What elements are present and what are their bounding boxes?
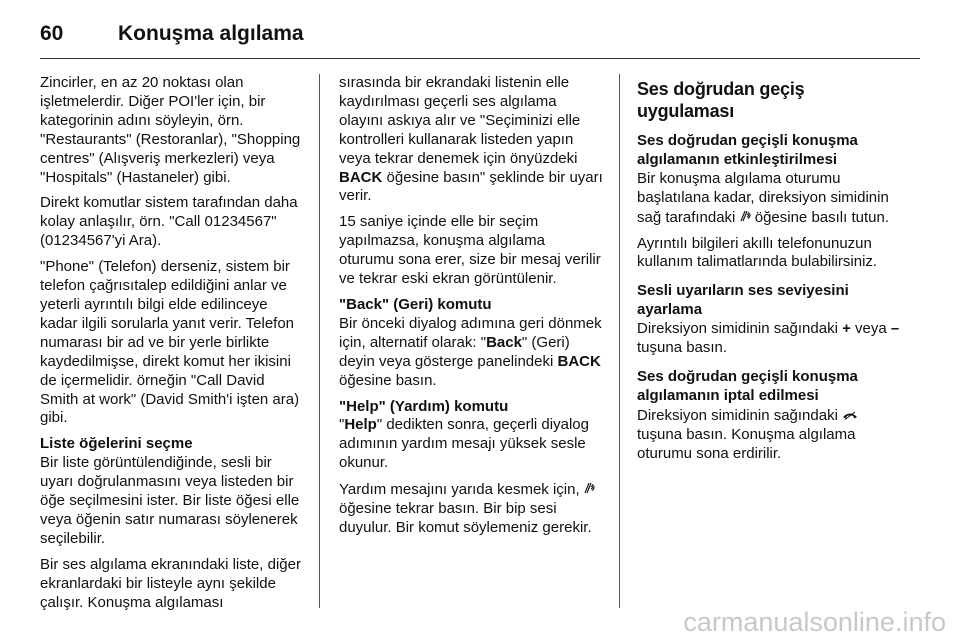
watermark: carmanualsonline.info [683,607,946,637]
voice-recognition-icon [584,481,595,497]
back-key-label: BACK [339,168,383,186]
text: öğesine tekrar basın. Bir bip sesi duyulur. Bir komut söylemeniz gerekir. [339,500,592,536]
column-1 [40,74,306,619]
text: Direksiyon simidinin sağındaki [637,320,843,338]
page-header [40,16,920,52]
paragraph-list-scroll [339,74,603,206]
text: Yardım mesajını yarıda kesmek için, [339,481,584,499]
paragraph-cancel [637,406,903,464]
chapter-title: Konuşma algılama [118,22,304,45]
back-key-label: BACK [557,352,601,370]
text: öğesine basılı tutun. [750,208,889,226]
paragraph-phone: "Phone" (Telefon) derseniz, sistem bir telefon çağrısıtalep edildiğini anlar ve yeterli ayrıntılı bilgi elde edilinceye kadar ilgili sorularla yanıt verir. Telefon numarası bir ad ve bir yerle birlikte kaydedilmişse, direkt komut her ikisini de içermelidir. örneğin "Call David Smith at work" (David Smith'i işten ara) gibi. [40,258,300,427]
text: Direksiyon simidinin sağındaki [637,406,843,424]
text: " [339,416,345,434]
paragraph-list-screen: Bir ses algılama ekranındaki liste, diğer ekranlardaki bir listeyle aynı şekilde çalışır. Konuşma algılaması [40,555,301,611]
help-word: Help [344,416,377,434]
hang-up-icon [842,407,858,423]
paragraph-activate [637,170,903,228]
column-divider-1 [319,74,320,608]
paragraph-smartphone-info: Ayrıntılı bilgileri akıllı telefonunuzun kullanım talimatlarında bulabilirsiniz. [637,234,878,271]
paragraph-interrupt-help [339,480,603,538]
text: " dedikten sonra, geçerli diyalog adımının yardım mesajı yüksek sesle okunur. [339,416,589,472]
minus-key-label: – [890,320,900,338]
heading-activate-pass-thru: Ses doğrudan geçişli konuşma algılamanın etkinleştirilmesi [637,132,858,168]
text: öğesine basın" şeklinde bir uyarı verir. [339,168,603,205]
text: öğesine basın. [339,371,437,389]
paragraph-help [339,416,603,473]
text: tuşuna basın. Konuşma algılama oturumu sona erdirilir. [637,425,856,462]
paragraph-volume [637,320,903,358]
heading-cancel-pass-thru: Ses doğrudan geçişli konuşma algılamanın iptal edilmesi [637,367,858,404]
voice-recognition-icon [740,209,751,225]
heading-select-list-items: Liste öğelerini seçme [40,435,193,453]
text: " (Geri) deyin veya gösterge panelindeki [339,333,570,370]
paragraph-direct-commands: Direkt komutlar sistem tarafından daha kolay anlaşılır, örn. "Call 01234567" (01234567'yi Ara). [40,194,298,250]
column-divider-2 [619,74,620,608]
heading-help-command: "Help" (Yardım) komutu [339,397,509,415]
text: sırasında bir ekrandaki listenin elle kaydırılması geçerli ses algılama olayını askıya alır ve "Seçiminizi elle kontrolleri kullanarak listeden yapın veya tekrar denemek için önyüzdeki [339,74,581,167]
text: Bir önceki diyalog adımına geri dönmek için, alternatif olarak: " [339,314,602,351]
paragraph-chains: Zincirler, en az 20 noktası olan işletmelerdir. Diğer POI'ler için, bir kategorinin adını söyleyin, örn. "Restaurants" (Restoranlar), "Shopping centres" (Alışveriş merkezleri) veya "Hospitals" (Hastaneler) gibi. [40,74,301,186]
page-number: 60 [40,22,64,45]
column-3 [637,74,903,471]
plus-key-label: + [842,320,851,338]
text: tuşuna basın. [637,339,728,357]
heading-adjust-volume: Sesli uyarıların ses seviyesini ayarlama [637,282,849,319]
heading-voice-pass-thru: Ses doğrudan geçiş uygulaması [637,79,805,121]
column-2 [339,74,603,545]
heading-back-command: "Back" (Geri) komutu [339,295,492,313]
paragraph-list-select: Bir liste görüntülendiğinde, sesli bir uyarı doğrulanmasını veya listeden bir öğe seçilmesini ister. Bir liste öğesi elle veya öğenin satır numarası söylenerek seçilebilir. [40,454,300,547]
text: Bir konuşma algılama oturumu başlatılana kadar, direksiyon simidinin sağ tarafındaki [637,169,889,226]
paragraph-back [339,315,603,391]
text: veya [850,320,891,338]
paragraph-timeout: 15 saniye içinde elle bir seçim yapılmazsa, konuşma algılama oturumu sona erer, size bir mesaj verilir ve tekrar eski ekran görüntülenir. [339,213,601,288]
header-divider [40,58,920,59]
back-word: Back [486,333,522,351]
